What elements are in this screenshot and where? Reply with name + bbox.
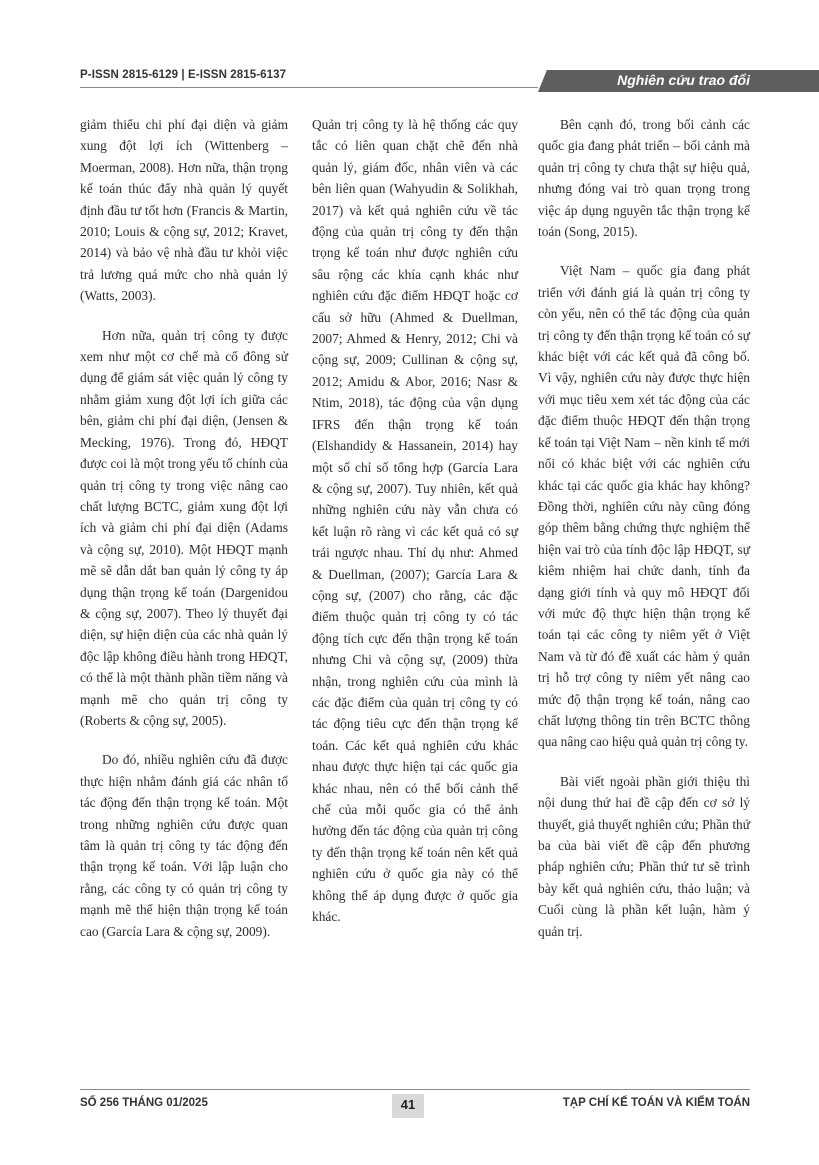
- journal-name: TẠP CHÍ KẾ TOÁN VÀ KIỂM TOÁN: [562, 1097, 750, 1109]
- text-column-1: [80, 114, 288, 942]
- paragraph: giảm thiểu chi phí đại diện và giảm xung đột lợi ích (Wittenberg – Moerman, 2008). Hơn nữa, thận trọng kế toán thúc đẩy nhà quản lý quyết định đầu tư tốt hơn (Francis & Martin, 2010; Louis & cộng sự, 2012; Kravet, 2014) và bảo vệ nhà đầu tư khỏi việc trả lương quá mức cho nhà quản lý (Watts, 2003).: [80, 117, 288, 304]
- paragraph: Quản trị công ty là hệ thống các quy tắc có liên quan chặt chẽ đến nhà quản lý, giám đốc, nhân viên và các bên liên quan (Wahyudin & Solikhah, 2017) và kết quả nghiên cứu về tác động của quản trị công ty đến thận trọng kế toán như được nghiên cứu sâu rộng các khía cạnh khác như nghiên cứu đặc điểm HĐQT hoặc cơ cấu sở hữu (Ahmed & Duellman, 2007; Ahmed & Henry, 2012; Chi và cộng sự, 2009; Cullinan & cộng sự, 2012; Amidu & Abor, 2016; Nasr & Ntim, 2018), tác động của vận dụng IFRS đến thận trọng kế toán (Elshandidy & Hassanein, 2014) hay một số chỉ số tổng hợp (García Lara & cộng sự, 2007). Tuy nhiên, kết quả những nghiên cứu này vẫn chưa có kết luận rõ ràng vì các kết quả có sự trái ngược nhau. Thí dụ như: Ahmed & Duellman, (2007); García Lara & cộng sự, (2007) cho rằng, các đặc điểm thuộc quản trị công ty có tác động tích cực đến thận trọng kế toán nhưng Chi và cộng sự, (2009) thừa nhận, trong nghiên cứu của mình là các đặc điểm của quản trị công ty có tác động tiêu cực đến thận trọng kế toán. Các kết quả nghiên cứu khác nhau được thực hiện tại các quốc gia khác nhau, nên có thể bối cảnh thể chế của mỗi quốc gia có thể ảnh hưởng đến tác động của quản trị công ty đến thận trọng kế toán nên kết quả nghiên cứu ở quốc gia này có thể không thể áp dụng được ở quốc gia khác.: [312, 117, 518, 925]
- text-column-2: [312, 114, 518, 927]
- paragraph: Hơn nữa, quản trị công ty được xem như một cơ chế mà cổ đông sử dụng để giám sát việc quản lý công ty nhằm giảm xung đột lợi ích giữa các bên, giảm chi phí đại diện, (Jensen & Mecking, 1976). Trong đó, HĐQT được coi là một trong yếu tố chính của quản trị công ty trong việc nâng cao chất lượng BCTC, giảm xung đột lợi ích và giảm chi phí đại diện (Adams và cộng sự, 2010). Một HĐQT mạnh mẽ sẽ dẫn dắt ban quản lý công ty áp dụng thận trọng kế toán (Dargenidou & cộng sự, 2007). Theo lý thuyết đại diện, sự hiện diện của các nhà quản lý độc lập không điều hành trong HĐQT, có thể là một thành phần tiềm năng và mạnh mẽ cho quản trị công ty (Roberts & cộng sự, 2005).: [80, 327, 288, 728]
- footer-rule: [80, 1089, 750, 1090]
- text-column-3: [538, 114, 750, 942]
- issue-label: SỐ 256 THÁNG 01/2025: [80, 1097, 208, 1109]
- paragraph: Việt Nam – quốc gia đang phát triển với đánh giá là quản trị công ty còn yếu, nên có thể tác động của quản trị công ty đến thận trọng kế toán có sự khác biệt với các kết quả đã công bố. Vì vậy, nghiên cứu này được thực hiện với mục tiêu xem xét tác động của các đặc điểm thuộc HĐQT đến thận trọng kế toán tại Việt Nam – nền kinh tế mới nổi có khác biệt với các nghiên cứu khác tại các quốc gia khác hay không? Đồng thời, nghiên cứu này cũng đóng góp thêm bằng chứng thực nghiệm thể hiện vai trò của tính độc lập HĐQT, sự kiêm nhiệm hai chức danh, tính đa dạng giới tính và quy mô HĐQT đối với mức độ thực hiện thận trọng kế toán tại các công ty niêm yết ở Việt Nam và từ đó đề xuất các hàm ý quản trị hỗ trợ công ty niêm yết nâng cao mức độ thận trọng kế toán, nâng cao chất lượng thông tin trên BCTC thông qua nâng cao hiệu quả quản trị công ty.: [538, 263, 750, 750]
- issn-line: P-ISSN 2815-6129 | E-ISSN 2815-6137: [80, 69, 287, 81]
- section-title: Nghiên cứu trao đổi: [617, 72, 750, 88]
- paragraph: Bài viết ngoài phần giới thiệu thì nội dung thứ hai đề cập đến cơ sở lý thuyết, giả thuyết nghiên cứu; Phần thứ ba của bài viết đề cập đến phương pháp nghiên cứu; Phần thứ tư sẽ trình bày kết quả nghiên cứu, thảo luận; và Cuối cùng là phần kết luận, hàm ý quản trị.: [538, 773, 750, 939]
- header-rule: [80, 87, 538, 88]
- paragraph: Bên cạnh đó, trong bối cảnh các quốc gia đang phát triển – bối cảnh mà quản trị công ty chưa thật sự hiệu quả, nhưng đóng vai trò quan trọng trong việc áp dụng nguyên tắc thận trọng kế toán (Song, 2015).: [538, 117, 750, 240]
- paragraph: Do đó, nhiều nghiên cứu đã được thực hiện nhằm đánh giá các nhân tố tác động đến thận trọng kế toán. Một trong những nghiên cứu được quan tâm là quản trị công ty tác động đến thận trọng kế toán. Với lập luận cho rằng, các công ty có quản trị công ty mạnh mẽ thể hiện thận trọng kế toán cao (García Lara & cộng sự, 2009).: [80, 752, 288, 939]
- page-number: 41: [400, 1097, 416, 1112]
